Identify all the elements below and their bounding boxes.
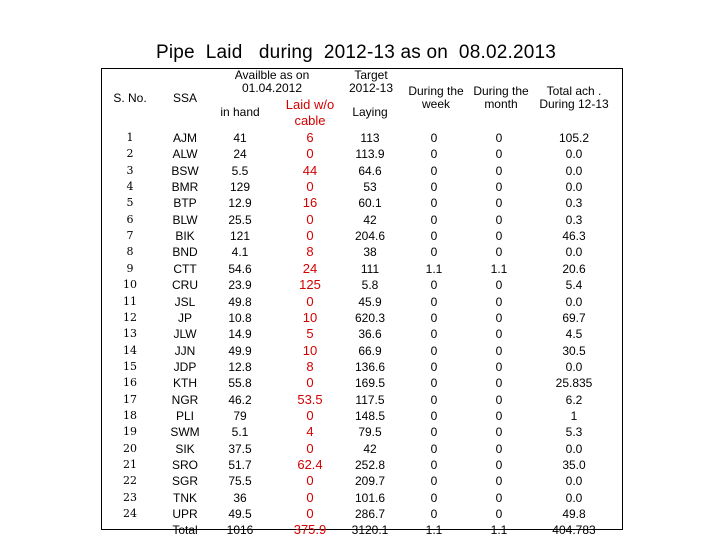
cell-ssa: KTH — [173, 376, 197, 391]
cell-in-hand: 49.9 — [228, 343, 252, 358]
cell-month: 0 — [495, 343, 503, 358]
cell-total: 5.4 — [565, 278, 583, 293]
cell-in-hand: 24 — [233, 147, 247, 162]
cell-sno: 23 — [123, 490, 137, 504]
header-laid-wo-cable — [270, 97, 350, 129]
table-row — [0, 244, 720, 260]
cell-total: 49.8 — [562, 507, 586, 522]
cell-month: 0 — [495, 229, 503, 244]
cell-ssa: JP — [177, 310, 192, 325]
cell-target: 117.5 — [355, 392, 385, 407]
cell-ssa: TNK — [173, 490, 197, 505]
table-row — [0, 326, 720, 342]
cell-sno: 11 — [123, 294, 137, 308]
cell-ssa: JDP — [173, 359, 197, 374]
table-row — [0, 277, 720, 293]
cell-week: 0 — [430, 458, 438, 472]
cell-sno: 13 — [123, 327, 137, 341]
cell-target: 36.6 — [358, 327, 382, 342]
cell-month: 0 — [495, 147, 503, 162]
cell-ssa: SRO — [171, 458, 198, 472]
cell-week: 0 — [430, 245, 438, 260]
table-row — [0, 424, 720, 440]
cell-month: 0 — [495, 425, 503, 440]
header-available-text: Availble as on 01.04.2012 — [234, 68, 310, 95]
cell-month: 0 — [495, 310, 503, 325]
cell-laid: 8 — [306, 244, 314, 260]
cell-laid: 16 — [302, 195, 318, 211]
cell-sno: 20 — [123, 441, 137, 455]
table-row — [0, 261, 720, 277]
cell-month: 0 — [495, 474, 503, 489]
table-row — [0, 490, 720, 506]
cell-total: 0.0 — [565, 163, 583, 178]
cell-ssa: NGR — [171, 392, 199, 407]
cell-total: 6.2 — [565, 392, 583, 407]
cell-total: 46.3 — [562, 229, 586, 244]
cell-week: 0 — [430, 441, 438, 456]
cell-in-hand: 129 — [229, 180, 251, 195]
cell-sno: 7 — [126, 229, 134, 243]
cell-sno: 6 — [126, 212, 134, 226]
cell-in-hand: 4.1 — [231, 245, 249, 260]
cell-laid: 0 — [306, 228, 314, 244]
cell-target: 45.9 — [358, 294, 382, 309]
cell-total: 0.0 — [565, 245, 583, 260]
cell-laid: 53.5 — [297, 391, 323, 407]
cell-target: 101.6 — [354, 490, 386, 505]
cell-total: 20.6 — [562, 261, 586, 276]
cell-laid: 62.4 — [297, 457, 323, 472]
cell-target: 620.3 — [354, 310, 386, 325]
cell-sno: 9 — [126, 261, 134, 275]
cell-in-hand: 41 — [233, 131, 247, 145]
cell-laid: 0 — [306, 506, 314, 522]
cell-in-hand: 5.5 — [231, 163, 249, 178]
cell-week: 0 — [430, 278, 438, 293]
cell-sno: 22 — [123, 474, 137, 488]
cell-laid: 0 — [306, 293, 314, 309]
cell-week: 1.1 — [425, 523, 443, 538]
cell-target: 113 — [360, 131, 380, 145]
cell-in-hand: 51.7 — [228, 458, 252, 472]
cell-ssa: BLW — [172, 212, 198, 227]
cell-ssa: BMR — [171, 180, 199, 195]
cell-week: 1.1 — [425, 261, 443, 276]
cell-target: 5.8 — [361, 278, 379, 293]
cell-target: 148.5 — [354, 408, 386, 423]
header-sno: S. No. — [113, 91, 147, 105]
cell-laid: 10 — [302, 309, 318, 325]
cell-target: 111 — [360, 261, 380, 276]
cell-target: 60.1 — [358, 196, 382, 211]
table-row — [0, 179, 720, 195]
cell-week: 0 — [430, 474, 438, 489]
header-week-text: During the week — [408, 84, 464, 111]
cell-total: 105.2 — [558, 131, 590, 145]
header-in-hand: in hand — [220, 105, 260, 119]
cell-total: 0.0 — [565, 474, 583, 489]
cell-week: 0 — [430, 376, 438, 391]
cell-month: 0 — [495, 490, 503, 505]
cell-week: 0 — [430, 229, 438, 244]
header-laying: Laying — [352, 105, 388, 119]
cell-week: 0 — [430, 327, 438, 342]
table-row — [0, 343, 720, 359]
cell-in-hand: 55.8 — [228, 376, 252, 391]
cell-week: 0 — [430, 294, 438, 309]
cell-total: 5.3 — [565, 425, 583, 440]
cell-month: 0 — [495, 278, 503, 293]
cell-month: 0 — [495, 507, 503, 522]
cell-week: 0 — [430, 131, 438, 145]
cell-sno: 2 — [126, 147, 134, 161]
cell-laid: 5 — [306, 326, 314, 342]
cell-in-hand: 5.1 — [231, 425, 249, 440]
cell-target: 38 — [363, 245, 377, 260]
cell-sno: 10 — [123, 278, 137, 292]
cell-ssa: BND — [172, 245, 198, 260]
cell-month: 0 — [495, 327, 503, 342]
cell-total: 69.7 — [562, 310, 586, 325]
cell-month: 0 — [495, 458, 503, 472]
table-row — [0, 408, 720, 424]
cell-ssa: CRU — [172, 278, 198, 293]
cell-in-hand: 49.5 — [228, 507, 252, 522]
cell-week: 0 — [430, 147, 438, 162]
cell-sno: 8 — [126, 245, 134, 259]
cell-target: 79.5 — [358, 425, 382, 440]
cell-month: 0 — [495, 408, 503, 423]
cell-in-hand: 1016 — [226, 523, 254, 538]
cell-week: 0 — [430, 408, 438, 423]
cell-laid: 375.9 — [293, 522, 327, 538]
cell-sno: 18 — [123, 408, 137, 422]
header-total-text: Total ach . During 12-13 — [539, 84, 609, 111]
header-target — [336, 69, 406, 95]
cell-sno: 15 — [123, 359, 137, 373]
cell-target: 53 — [363, 180, 377, 195]
cell-in-hand: 14.9 — [228, 327, 252, 342]
cell-month: 1.1 — [490, 523, 508, 538]
cell-week: 0 — [430, 490, 438, 505]
header-week — [402, 85, 470, 111]
cell-target: 209.7 — [354, 474, 386, 489]
header-total — [534, 85, 614, 111]
cell-week: 0 — [430, 359, 438, 374]
table-row — [0, 228, 720, 244]
cell-ssa: SIK — [175, 441, 195, 456]
cell-sno: 14 — [123, 343, 137, 357]
cell-week: 0 — [430, 212, 438, 227]
cell-ssa: UPR — [172, 507, 198, 522]
cell-month: 0 — [495, 245, 503, 260]
cell-total: 1 — [570, 408, 578, 423]
cell-in-hand: 12.9 — [228, 196, 252, 211]
header-laid-wo-cable-text: Laid w/o cable — [285, 97, 335, 128]
cell-laid: 6 — [306, 130, 314, 145]
table-row — [0, 310, 720, 326]
cell-ssa: ALW — [172, 147, 198, 162]
table-row — [0, 506, 720, 522]
cell-in-hand: 12.8 — [228, 359, 252, 374]
cell-ssa: SWM — [170, 425, 200, 440]
cell-month: 0 — [495, 376, 503, 391]
cell-ssa: Total — [172, 523, 198, 538]
cell-week: 0 — [430, 163, 438, 178]
cell-laid: 0 — [306, 211, 314, 227]
cell-total: 404.783 — [552, 523, 596, 538]
cell-ssa: JLW — [173, 327, 197, 342]
cell-in-hand: 49.8 — [228, 294, 252, 309]
cell-month: 0 — [495, 131, 503, 145]
table-row — [0, 359, 720, 375]
cell-sno: 4 — [126, 180, 134, 194]
table-row — [0, 375, 720, 391]
cell-total: 25.835 — [555, 376, 593, 391]
cell-month: 0 — [495, 163, 503, 178]
cell-target: 42 — [363, 441, 377, 456]
cell-week: 0 — [430, 343, 438, 358]
cell-in-hand: 25.5 — [228, 212, 252, 227]
cell-week: 0 — [430, 392, 438, 407]
cell-month: 0 — [495, 212, 503, 227]
cell-ssa: SGR — [171, 474, 198, 489]
table-row — [0, 522, 720, 538]
cell-in-hand: 37.5 — [228, 441, 252, 456]
cell-laid: 0 — [306, 440, 314, 456]
page-title: Pipe Laid during 2012-13 as on 08.02.2013 — [155, 42, 557, 63]
cell-target: 204.6 — [354, 229, 386, 244]
cell-target: 252.8 — [354, 458, 386, 472]
table-row — [0, 130, 720, 146]
cell-target: 66.9 — [358, 343, 382, 358]
table-row — [0, 441, 720, 457]
cell-sno: 12 — [123, 310, 137, 324]
cell-laid: 0 — [306, 179, 314, 195]
cell-month: 0 — [495, 359, 503, 374]
cell-week: 0 — [430, 180, 438, 195]
cell-laid: 0 — [306, 473, 314, 489]
cell-ssa: JJN — [174, 343, 196, 358]
table-row — [0, 473, 720, 489]
cell-in-hand: 79 — [233, 408, 247, 423]
cell-target: 113.9 — [355, 147, 385, 162]
cell-sno: 1 — [126, 131, 134, 144]
cell-sno: 3 — [126, 163, 134, 177]
cell-total: 0.3 — [565, 196, 583, 211]
table-row — [0, 195, 720, 211]
cell-sno: 24 — [123, 507, 137, 521]
cell-laid: 0 — [306, 489, 314, 505]
cell-total: 0.3 — [565, 212, 583, 227]
cell-sno: 5 — [126, 196, 134, 210]
cell-week: 0 — [430, 310, 438, 325]
cell-sno: 16 — [123, 376, 137, 390]
cell-sno: 17 — [123, 392, 137, 406]
cell-in-hand: 54.6 — [228, 261, 252, 276]
cell-ssa: BSW — [171, 163, 199, 178]
header-target-text: Target 2012-13 — [348, 68, 394, 95]
cell-laid: 4 — [306, 424, 314, 440]
cell-laid: 125 — [299, 277, 321, 293]
cell-in-hand: 23.9 — [228, 278, 252, 293]
cell-laid: 44 — [302, 162, 318, 178]
cell-laid: 0 — [306, 146, 314, 162]
cell-ssa: AJM — [173, 131, 197, 145]
cell-total: 4.5 — [565, 327, 583, 342]
cell-total: 35.0 — [562, 458, 586, 472]
cell-ssa: CTT — [173, 261, 197, 276]
cell-month: 1.1 — [490, 261, 508, 276]
cell-month: 0 — [495, 294, 503, 309]
cell-month: 0 — [495, 441, 503, 456]
cell-in-hand: 121 — [229, 229, 251, 244]
cell-week: 0 — [430, 507, 438, 522]
cell-laid: 8 — [306, 358, 314, 374]
cell-total: 0.0 — [565, 180, 583, 195]
header-month-text: During the month — [473, 84, 529, 111]
cell-in-hand: 36 — [233, 490, 247, 505]
cell-month: 0 — [495, 392, 503, 407]
cell-total: 30.5 — [562, 343, 586, 358]
header-month — [467, 85, 535, 111]
cell-ssa: PLI — [175, 408, 194, 423]
cell-total: 0.0 — [565, 441, 583, 456]
cell-target: 64.6 — [358, 163, 382, 178]
cell-laid: 10 — [302, 342, 318, 358]
cell-month: 0 — [495, 180, 503, 195]
cell-sno: 21 — [123, 458, 137, 471]
cell-target: 136.6 — [354, 359, 386, 374]
cell-target: 42 — [363, 212, 377, 227]
cell-ssa: BTP — [173, 196, 197, 211]
cell-laid: 0 — [306, 407, 314, 423]
cell-sno: 19 — [123, 425, 137, 439]
table-row — [0, 294, 720, 310]
header-ssa: SSA — [172, 91, 197, 105]
cell-laid: 0 — [306, 375, 314, 391]
cell-total: 0.0 — [565, 294, 583, 309]
cell-total: 0.0 — [565, 147, 583, 162]
cell-target: 169.5 — [354, 376, 386, 391]
table-row — [0, 392, 720, 408]
cell-total: 0.0 — [565, 490, 583, 505]
cell-ssa: BIK — [175, 229, 195, 244]
table-row — [0, 212, 720, 228]
cell-target: 3120.1 — [351, 523, 389, 538]
cell-week: 0 — [430, 196, 438, 211]
cell-in-hand: 10.8 — [228, 310, 252, 325]
cell-week: 0 — [430, 425, 438, 440]
table-row — [0, 146, 720, 162]
cell-total: 0.0 — [565, 359, 583, 374]
cell-laid: 24 — [302, 260, 318, 276]
cell-in-hand: 46.2 — [228, 392, 252, 407]
cell-in-hand: 75.5 — [228, 474, 252, 489]
table-row — [0, 457, 720, 473]
table-row — [0, 163, 720, 179]
header-available — [212, 69, 332, 95]
cell-target: 286.7 — [354, 507, 386, 522]
cell-ssa: JSL — [174, 294, 196, 309]
cell-month: 0 — [495, 196, 503, 211]
